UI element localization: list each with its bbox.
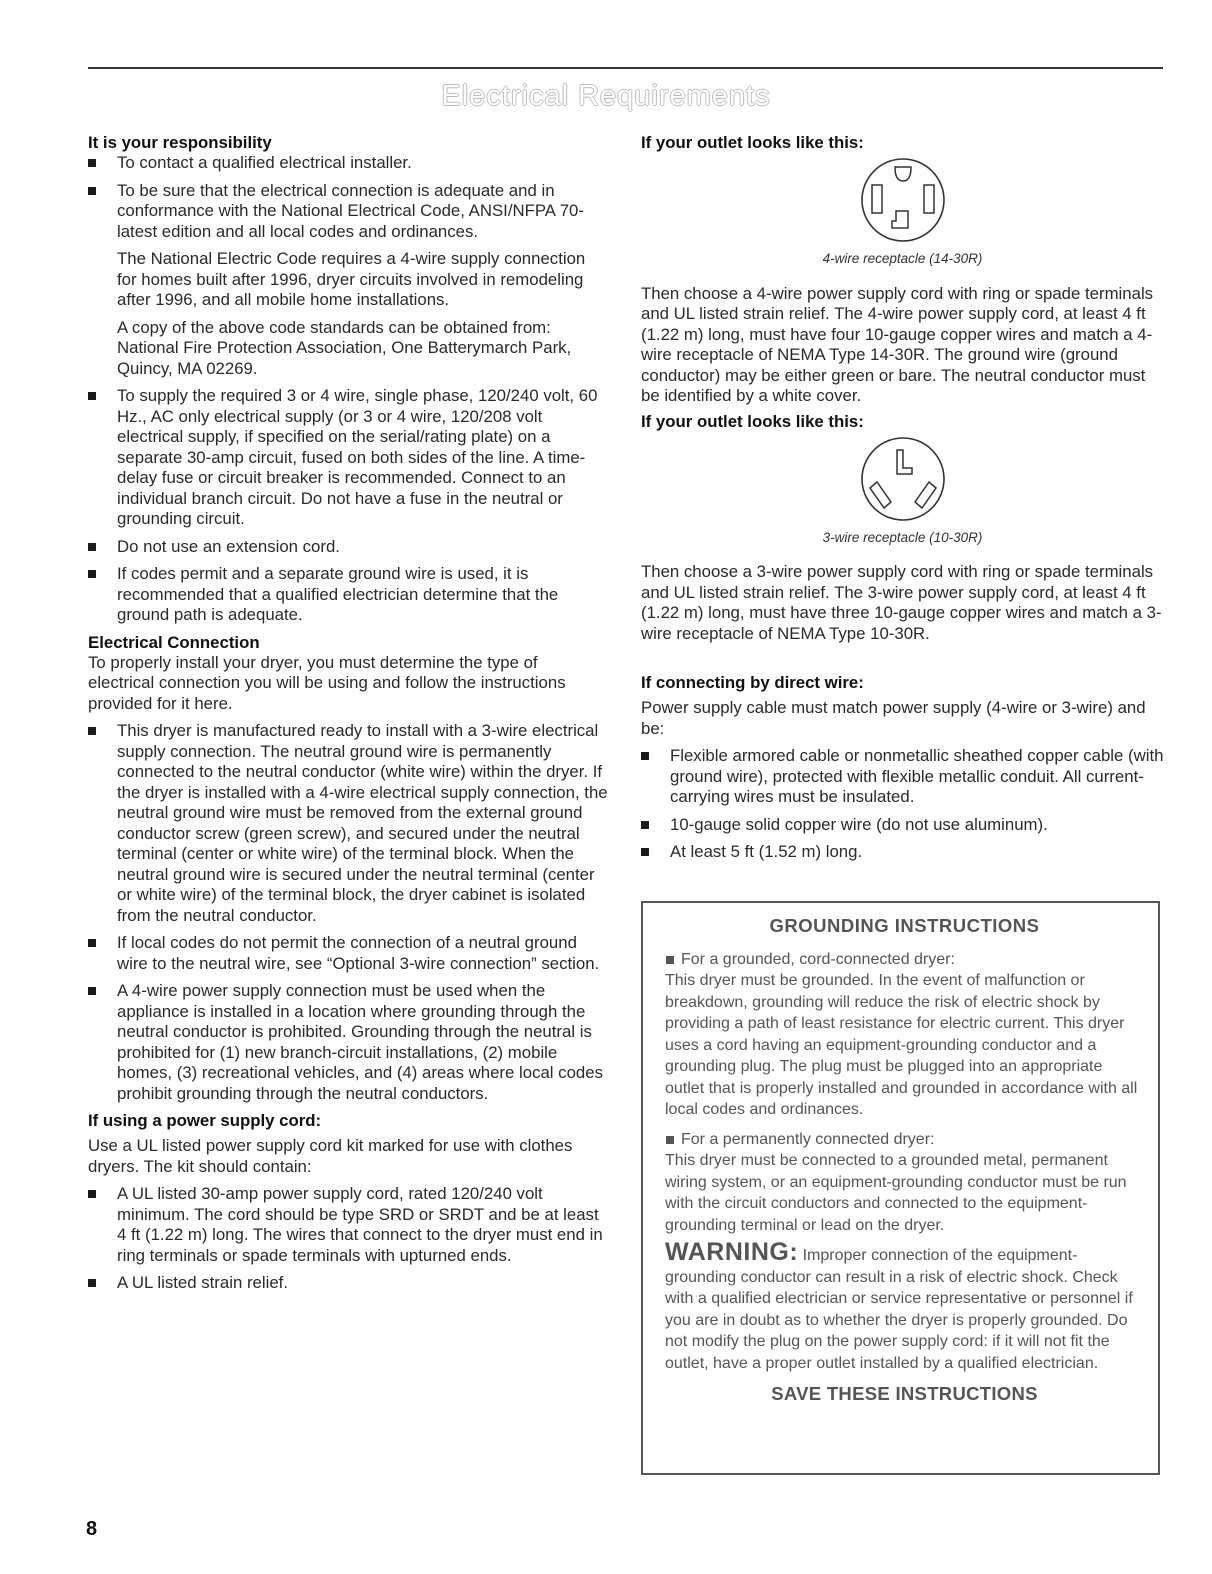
direct-wire-heading: If connecting by direct wire: [641,673,864,692]
right-column [641,132,1164,863]
list-item: To supply the required 3 or 4 wire, single phase, 120/240 volt, 60 Hz., AC only electrical supply (or 3 or 4 wire, 120/208 volt electrical supply, if specified on the serial/rating plate) on a separate 30-amp circuit, fused on both sides of the line. A time-delay fuse or circuit breaker is recommended. Connect to an individual branch circuit. Do not have a fuse in the neutral or grounding circuit. [88,386,608,530]
copy-note: A copy of the above code standards can be obtained from: National Fire Protection Association, One Batterymarch Park, Quincy, MA 02269. [117,317,572,378]
responsibility-heading: It is your responsibility [88,133,272,152]
permanent-label: For a permanently connected dryer: [665,1129,1144,1151]
cord-connected-label: For a grounded, cord-connected dryer: [665,949,1144,971]
list-item: Flexible armored cable or nonmetallic sheathed copper cable (with ground wire), protected with flexible metallic conduit. All current-carrying wires must be insulated. [641,746,1164,808]
four-wire-receptacle-icon [848,155,958,245]
list-item: If local codes do not permit the connection of a neutral ground wire to the neutral wire, see “Optional 3-wire connection” section. [88,933,608,974]
nec-note: The National Electric Code requires a 4-wire supply connection for homes built after 1996, dryer circuits involved in remodeling after 1996, and all mobile home installations. [117,249,586,309]
three-wire-receptacle-icon [848,434,958,524]
outlet3-text: Then choose a 3-wire power supply cord with ring or spade terminals and UL listed strain relief. The 3-wire power supply cord, at least 4 ft (1.22 m) long, must have three 10-gauge copper wires and match a 3-wire receptacle of NEMA Type 10-30R. [641,562,1162,643]
power-cord-list [88,1184,608,1294]
warning-paragraph [665,1238,1144,1374]
outlet4-text: Then choose a 4-wire power supply cord with ring or spade terminals and UL listed strain relief. The 4-wire power supply cord, at least 4 ft (1.22 m) long, must have four 10-gauge copper wires and match a 4-wire receptacle of NEMA Type 14-30R. The ground wire (ground conductor) may be either green or bare. The neutral conductor must be identified by a white cover. [641,283,1154,405]
permanent-text: This dryer must be connected to a grounded metal, permanent wiring system, or an equipment-grounding conductor must be run with the circuit conductors and connected to the equipment-grounding terminal or lead on the dryer. [665,1152,1127,1234]
connection-list [88,721,608,1104]
outlet3-figure [641,434,1164,549]
responsibility-list-2 [88,386,608,626]
outlet4-caption: 4-wire receptacle (14-30R) [822,251,983,266]
list-item: If codes permit and a separate ground wire is used, it is recommended that a qualified electrician determine that the ground path is adequate. [88,564,608,626]
power-cord-intro: Use a UL listed power supply cord kit marked for use with clothes dryers. The kit should contain: [88,1136,573,1176]
responsibility-list [88,153,608,242]
outlet3-caption: 3-wire receptacle (10-30R) [822,529,983,545]
connection-intro: To properly install your dryer, you must determine the type of electrical connection you will be using and follow the instructions provided for it here. [88,652,566,713]
list-item: A UL listed strain relief. [88,1273,608,1294]
direct-wire-list [641,746,1164,863]
warning-text: Improper connection of the equipment-grounding conductor can result in a risk of electric shock. Check with a qualified electrician or service representative or personnel if you are in doubt as to whether the dryer is properly grounded. Do not modify the plug on the power supply cord: if it will not fit the outlet, have a proper outlet installed by a qualified electrician. [665,1247,1133,1372]
grounding-title: GROUNDING INSTRUCTIONS [769,915,1040,936]
top-rule [88,67,1163,69]
outlet4-heading: If your outlet looks like this: [641,133,864,152]
list-item: To contact a qualified electrical installer. [88,153,608,174]
power-cord-heading: If using a power supply cord: [88,1111,322,1130]
warning-word: WARNING: [665,1238,799,1266]
outlet3-heading: If your outlet looks like this: [641,411,864,431]
list-item: A UL listed 30-amp power supply cord, rated 120/240 volt minimum. The cord should be type SRD or SRDT and be at least 4 ft (1.22 m) long. The wires that connect to the dryer must end in ring terminals or spade terminals with upturned ends. [88,1184,608,1266]
list-item: Do not use an extension cord. [88,537,608,558]
list-item: 10-gauge solid copper wire (do not use aluminum). [641,815,1164,836]
list-item: At least 5 ft (1.52 m) long. [641,842,1164,863]
outlet4-figure [641,155,1164,270]
save-instructions: SAVE THESE INSTRUCTIONS [771,1383,1038,1404]
left-column [88,132,608,1294]
list-item: A 4-wire power supply connection must be used when the appliance is installed in a location where grounding through the neutral conductor is prohibited. Grounding through the neutral is prohibited for (1) new branch-circuit installations, (2) mobile homes, (3) recreational vehicles, and (4) areas where local codes prohibit grounding through the neutral conductors. [88,981,608,1104]
connection-heading: Electrical Connection [88,632,260,652]
direct-wire-intro: Power supply cable must match power supply (4-wire or 3-wire) and be: [641,698,1146,738]
list-item: To be sure that the electrical connection is adequate and in conformance with the National Electrical Code, ANSI/NFPA 70-latest edition and all local codes and ordinances. [88,181,608,243]
cord-connected-text: This dryer must be grounded. In the event of malfunction or breakdown, grounding will reduce the risk of electric shock by providing a path of least resistance for electric current. This dryer uses a cord having an equipment-grounding conductor and a grounding plug. The plug must be plugged into an appropriate outlet that is properly installed and grounded in accordance with all local codes and ordinances. [665,972,1138,1118]
grounding-instructions-box [641,901,1160,1475]
page-title: Electrical Requirements [441,80,771,112]
page-number: 8 [86,1518,98,1540]
list-item: This dryer is manufactured ready to install with a 3-wire electrical supply connection. The neutral ground wire is permanently connected to the neutral conductor (white wire) within the dryer. If the dryer is installed with a 4-wire electrical supply connection, the neutral ground wire must be removed from the external ground conductor screw (green screw), and secured under the neutral terminal (center or white wire) of the terminal block. When the neutral ground wire is secured under the neutral terminal (center or white wire) of the terminal block, the dryer cabinet is isolated from the neutral conductor. [88,721,608,926]
